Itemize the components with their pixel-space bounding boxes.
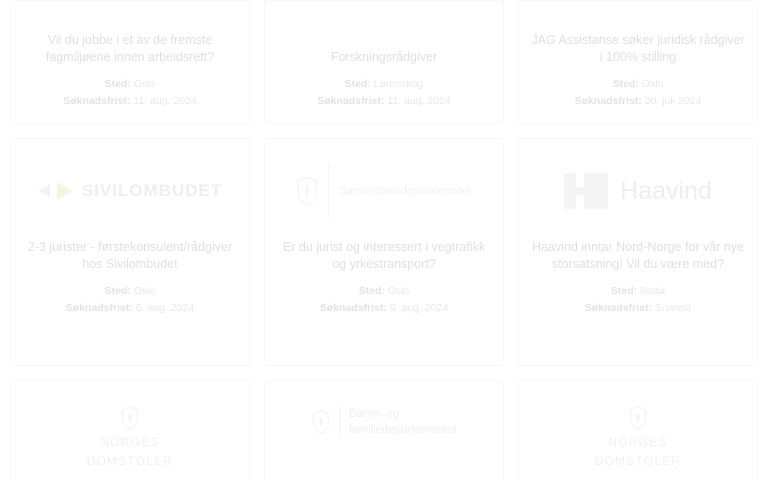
deadline-label: Søknadsfrist: <box>319 302 387 314</box>
place-label: Sted: <box>104 285 131 297</box>
norwegian-crest-icon <box>312 409 330 435</box>
job-card-row-2 <box>10 138 758 366</box>
place-value: Oslo <box>133 285 156 297</box>
barne-logo-line1: Barne- og <box>348 408 400 420</box>
deadline-value: 11. aug. 2024 <box>133 95 197 107</box>
norwegian-crest-icon <box>121 405 139 431</box>
job-card[interactable] <box>10 380 250 480</box>
job-card-deadline <box>585 300 691 316</box>
sivilombudet-logo-text: SIVILOMBUDET <box>81 181 223 200</box>
job-card-title: Er du jurist og interessert i vegtrafikk og yrkestransport? <box>282 240 486 271</box>
job-card[interactable] <box>264 380 504 480</box>
job-card-title: Forskningsrådgiver <box>330 50 438 64</box>
job-card[interactable] <box>264 0 504 124</box>
job-card-deadline <box>63 93 196 109</box>
department-name: Samferdselsdepartementet <box>339 184 472 197</box>
job-card[interactable] <box>10 0 250 124</box>
haavind-logo-text: Haavind <box>620 176 712 205</box>
place-label: Sted: <box>358 285 385 297</box>
job-card-title: 2-3 jurister - førstekonsulent/rådgiver hos Sivilombudet <box>27 240 233 271</box>
haavind-logo <box>531 149 745 233</box>
logo-divider <box>339 405 340 439</box>
deadline-label: Søknadsfrist: <box>584 302 652 314</box>
job-card[interactable] <box>10 138 250 366</box>
job-card[interactable] <box>518 138 758 366</box>
barne-logo-line2: familiedepartementet <box>348 424 457 436</box>
haavind-mark-icon <box>564 173 608 209</box>
job-card-row-3 <box>10 380 758 480</box>
deadline-value: Snarest <box>654 302 692 314</box>
logo-divider <box>328 164 329 218</box>
place-label: Sted: <box>610 285 638 297</box>
deadline-label: Søknadsfrist: <box>65 302 133 314</box>
norwegian-crest-icon <box>296 176 318 206</box>
job-card-place <box>613 76 664 92</box>
job-card-place <box>105 283 156 299</box>
domstoler-logo-line2: DOMSTOLER <box>86 454 174 468</box>
job-card[interactable] <box>264 138 504 366</box>
deadline-value: 20. juli 2024 <box>644 95 702 107</box>
job-card-row-1 <box>10 0 758 124</box>
place-value: Lørenskog <box>373 78 424 90</box>
deadline-value: 6. aug. 2024 <box>135 302 195 314</box>
deadline-label: Søknadsfrist: <box>63 95 131 107</box>
samferdselsdepartementet-logo <box>277 149 491 233</box>
norges-domstoler-logo <box>531 391 745 480</box>
place-value: Oslo <box>641 78 664 90</box>
job-card-deadline <box>317 93 450 109</box>
barne-og-familiedepartementet-logo <box>277 391 491 480</box>
job-card-place <box>345 76 424 92</box>
job-card-deadline <box>66 300 194 316</box>
domstoler-logo-line1: NORGES <box>100 435 160 449</box>
job-card-deadline <box>320 300 448 316</box>
sivilombudet-logo <box>23 149 237 233</box>
domstoler-logo-line1: NORGES <box>608 435 668 449</box>
norges-domstoler-logo <box>23 391 237 480</box>
job-card-place <box>105 76 156 92</box>
job-card-title: Vil du jobbe i et av de fremste fagmiljøene innen arbeidsrett? <box>45 33 215 64</box>
job-card-title: Haavind inntar Nord-Norge for vår nye storsatsning! Vil du være med? <box>532 240 744 271</box>
department-name <box>349 406 456 438</box>
deadline-value: 9. aug. 2024 <box>389 302 449 314</box>
deadline-value: 11. aug. 2024 <box>387 95 451 107</box>
place-label: Sted: <box>612 78 639 90</box>
sivilombudet-mark-icon <box>38 181 72 201</box>
deadline-label: Søknadsfrist: <box>574 95 642 107</box>
deadline-label: Søknadsfrist: <box>317 95 385 107</box>
place-value: Oslo <box>133 78 156 90</box>
place-label: Sted: <box>344 78 371 90</box>
place-value: Oslo <box>387 285 410 297</box>
norwegian-crest-icon <box>629 405 647 431</box>
job-card[interactable] <box>518 380 758 480</box>
place-value: Bodø <box>640 285 666 297</box>
job-card-place <box>611 283 665 299</box>
job-card-deadline <box>575 93 702 109</box>
job-card[interactable] <box>518 0 758 124</box>
place-label: Sted: <box>104 78 131 90</box>
job-card-title: JAG Assistanse søker juridisk rådgiver i 100% stilling <box>531 33 745 64</box>
job-card-place <box>359 283 410 299</box>
domstoler-logo-line2: DOMSTOLER <box>594 454 682 468</box>
